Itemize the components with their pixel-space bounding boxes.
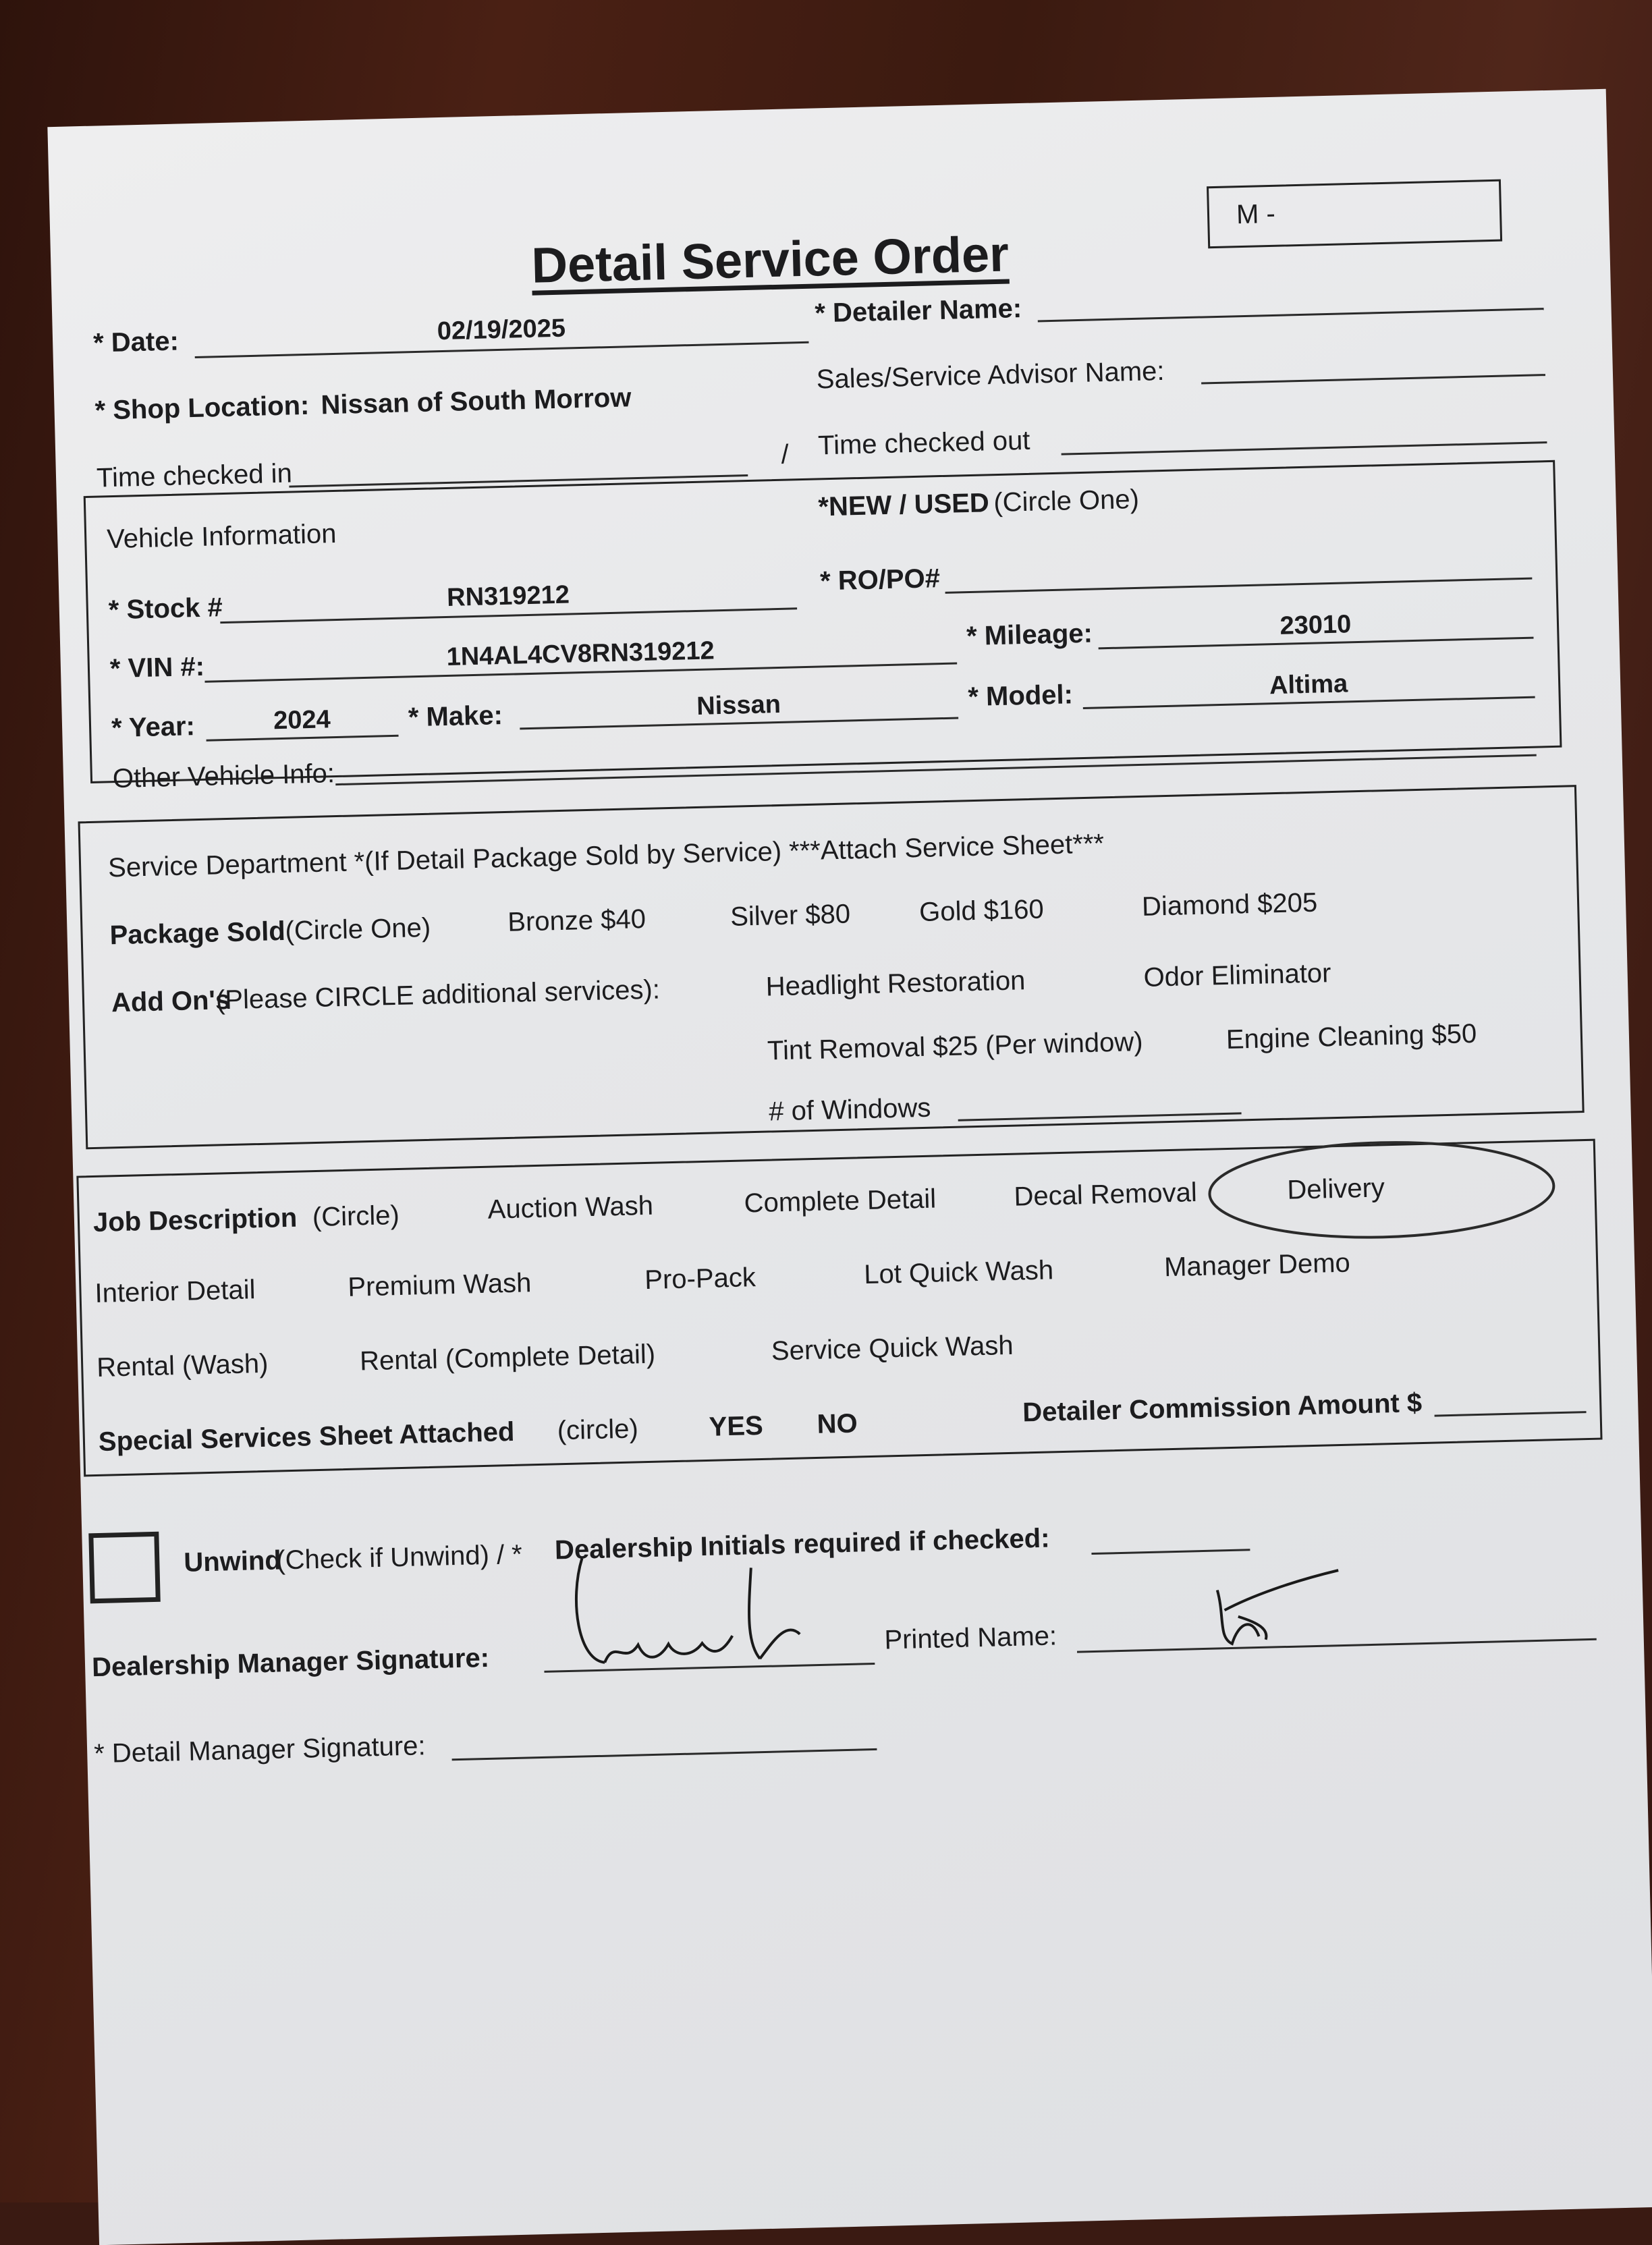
m-number-box[interactable] <box>1207 179 1502 249</box>
package-bronze[interactable]: Bronze $40 <box>507 904 646 937</box>
job-complete-detail[interactable]: Complete Detail <box>744 1184 937 1219</box>
model-value: Altima <box>1269 669 1348 700</box>
detail-manager-signature-label: * Detail Manager Signature: <box>93 1731 426 1769</box>
job-auction-wash[interactable]: Auction Wash <box>487 1190 654 1225</box>
job-decal-removal[interactable]: Decal Removal <box>1013 1177 1198 1212</box>
addon-tint-removal[interactable]: Tint Removal $25 (Per window) <box>767 1026 1144 1066</box>
stock-value: RN319212 <box>446 580 570 612</box>
other-vehicle-info-label: Other Vehicle Info: <box>112 758 335 794</box>
advisor-name-label: Sales/Service Advisor Name: <box>816 356 1165 395</box>
time-separator: / <box>780 439 790 470</box>
new-used-option[interactable]: *NEW / USED <box>817 488 990 522</box>
job-rental-wash[interactable]: Rental (Wash) <box>96 1348 269 1383</box>
ro-po-field[interactable] <box>945 578 1533 594</box>
job-rental-complete-detail[interactable]: Rental (Complete Detail) <box>359 1339 656 1377</box>
special-services-circle-note: (circle) <box>557 1414 639 1446</box>
job-description-section <box>76 1139 1602 1477</box>
vin-label: * VIN #: <box>109 651 205 684</box>
shop-location-value: Nissan of South Morrow <box>320 383 632 420</box>
special-services-no[interactable]: NO <box>817 1408 858 1439</box>
vehicle-information-section <box>84 460 1562 794</box>
vin-value: 1N4AL4CV8RN319212 <box>446 636 715 672</box>
service-department-section <box>78 785 1585 1149</box>
job-manager-demo[interactable]: Manager Demo <box>1163 1248 1351 1283</box>
job-circle-note: (Circle) <box>312 1200 400 1233</box>
job-premium-wash[interactable]: Premium Wash <box>347 1268 532 1302</box>
job-description-label: Job Description <box>92 1202 298 1238</box>
time-out-label: Time checked out <box>817 425 1030 461</box>
make-label: * Make: <box>408 700 503 733</box>
service-order-form <box>47 89 1652 2245</box>
new-used-circle-note: (Circle One) <box>993 484 1140 518</box>
dealership-manager-signature-label: Dealership Manager Signature: <box>91 1642 490 1683</box>
dealership-initials-field[interactable] <box>1091 1549 1250 1555</box>
ro-po-label: * RO/PO# <box>819 563 941 597</box>
model-label: * Model: <box>967 680 1074 713</box>
special-services-label: Special Services Sheet Attached <box>98 1416 515 1457</box>
printed-name-label: Printed Name: <box>883 1621 1057 1655</box>
windows-count-label: # of Windows <box>768 1092 931 1127</box>
detailer-name-field[interactable] <box>1038 308 1544 322</box>
package-circle-note: (Circle One) <box>285 912 431 946</box>
job-delivery[interactable]: Delivery <box>1286 1173 1385 1205</box>
form-title: Detail Service Order <box>530 225 1010 294</box>
addon-engine-cleaning[interactable]: Engine Cleaning $50 <box>1226 1018 1477 1055</box>
dealership-initials-label: Dealership Initials required if checked: <box>554 1523 1050 1565</box>
detail-manager-signature-field[interactable] <box>452 1748 877 1761</box>
commission-amount-label: Detailer Commission Amount $ <box>1022 1388 1423 1428</box>
vehicle-information-label: Vehicle Information <box>106 518 337 555</box>
commission-amount-field[interactable] <box>1435 1411 1587 1416</box>
windows-count-field[interactable] <box>958 1112 1242 1121</box>
job-interior-detail[interactable]: Interior Detail <box>94 1275 256 1309</box>
special-services-yes[interactable]: YES <box>709 1410 764 1442</box>
package-sold-label: Package Sold <box>109 916 286 951</box>
year-label: * Year: <box>111 711 196 744</box>
shop-location-label: * Shop Location: <box>94 390 310 426</box>
service-heading: Service Department *(If Detail Package Sold by Service) ***Attach Service Sheet*** <box>107 829 1105 883</box>
mileage-value: 23010 <box>1279 610 1352 640</box>
package-diamond[interactable]: Diamond $205 <box>1141 887 1318 922</box>
addon-headlight-restoration[interactable]: Headlight Restoration <box>765 966 1026 1002</box>
mileage-label: * Mileage: <box>966 618 1093 652</box>
make-value: Nissan <box>696 690 781 721</box>
stock-label: * Stock # <box>108 592 223 626</box>
m-number-label: M - <box>1236 198 1276 230</box>
package-silver[interactable]: Silver $80 <box>729 899 851 932</box>
time-out-field[interactable] <box>1062 441 1547 455</box>
printed-name-scribble <box>1210 1567 1347 1651</box>
time-in-label: Time checked in <box>96 458 293 493</box>
job-lot-quick-wash[interactable]: Lot Quick Wash <box>863 1255 1054 1290</box>
addons-note: (Please CIRCLE additional services): <box>215 974 661 1016</box>
job-pro-pack[interactable]: Pro-Pack <box>644 1263 756 1296</box>
date-value: 02/19/2025 <box>437 314 566 346</box>
addons-label: Add On's <box>111 985 231 1018</box>
detailer-name-label: * Detailer Name: <box>814 294 1022 329</box>
job-service-quick-wash[interactable]: Service Quick Wash <box>771 1330 1014 1366</box>
unwind-note: (Check if Unwind) / * <box>275 1539 523 1576</box>
date-label: * Date: <box>92 326 180 358</box>
unwind-checkbox[interactable] <box>88 1532 161 1604</box>
year-value: 2024 <box>273 705 331 736</box>
advisor-name-field[interactable] <box>1201 374 1545 384</box>
unwind-label: Unwind <box>183 1545 282 1578</box>
delivery-circle-mark <box>1198 1128 1565 1252</box>
manager-signature-scribble <box>555 1539 855 1681</box>
addon-odor-eliminator[interactable]: Odor Eliminator <box>1143 958 1331 993</box>
package-gold[interactable]: Gold $160 <box>918 894 1045 927</box>
other-vehicle-info-field[interactable] <box>335 754 1537 785</box>
